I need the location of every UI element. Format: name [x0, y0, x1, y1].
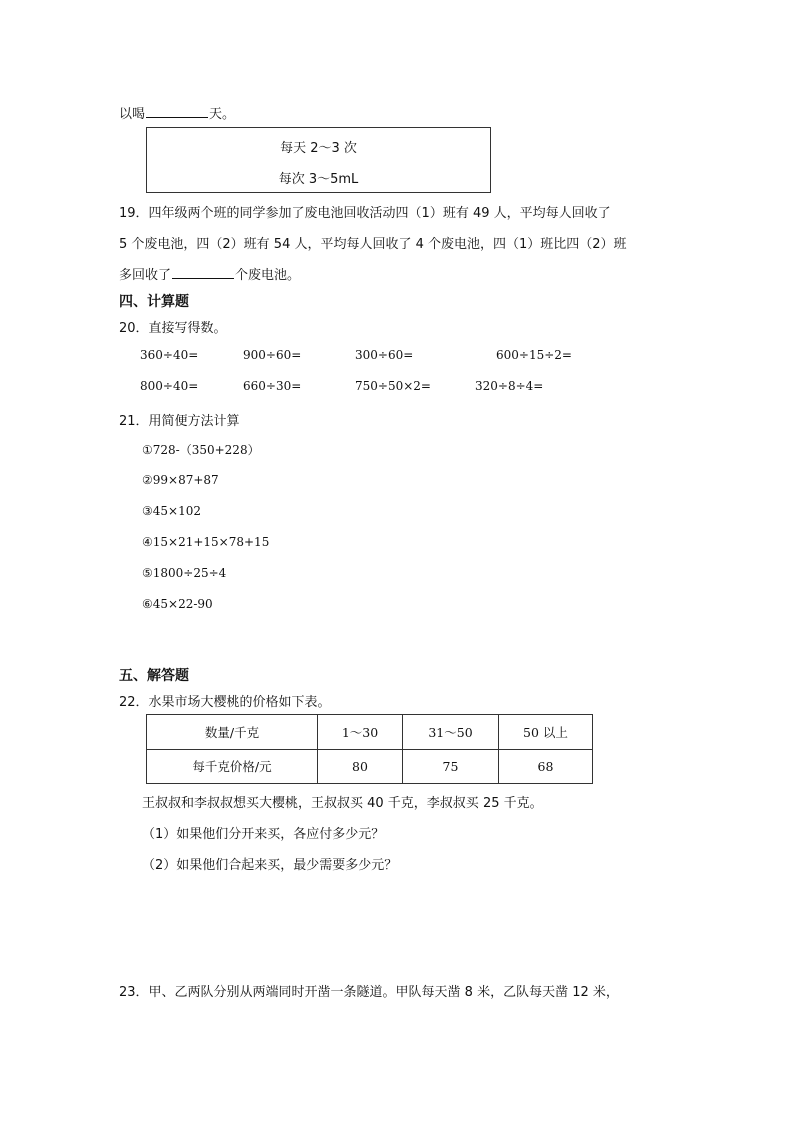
q21-title: 21．用简便方法计算 [119, 414, 240, 429]
q22-title: 22．水果市场大樱桃的价格如下表。 [119, 695, 331, 710]
simplify-item: ⑤1800÷25÷4 [142, 566, 227, 580]
answer-blank[interactable] [172, 266, 234, 279]
table-cell: 31～50 [403, 715, 499, 750]
q22-sub-1: （1）如果他们分开来买，各应付多少元？ [142, 827, 385, 842]
q19-prefix: 多回收了 [119, 268, 172, 283]
table-cell: 数量/千克 [147, 715, 318, 750]
dosage-line-1: 每天 2～3 次 [280, 141, 357, 156]
q22-sub-2: （2）如果他们合起来买，最少需要多少元？ [142, 858, 398, 873]
answer-blank[interactable] [146, 105, 208, 118]
simplify-item: ③45×102 [142, 504, 201, 518]
simplify-item: ⑥45×22-90 [142, 597, 213, 611]
table-cell: 每千克价格/元 [147, 749, 318, 784]
calc-item: 360÷40= [140, 348, 199, 362]
table-cell: 68 [499, 749, 593, 784]
calc-item: 750÷50×2= [355, 379, 431, 393]
calc-item: 800÷40= [140, 379, 199, 393]
table-cell: 1～30 [318, 715, 403, 750]
section-4-title: 四、计算题 [119, 294, 189, 310]
q18-tail [119, 103, 235, 122]
calc-item: 320÷8÷4= [475, 379, 544, 393]
q20-title: 20．直接写得数。 [119, 321, 227, 336]
simplify-item: ①728-（350+228） [142, 443, 260, 457]
q23-line-1: 23．甲、乙两队分别从两端同时开凿一条隧道。甲队每天凿 8 米，乙队每天凿 12 米， [119, 985, 619, 1000]
q19-line-3 [119, 264, 300, 283]
q19-line-2: 5 个废电池，四（2）班有 54 人，平均每人回收了 4 个废电池，四（1）班比四（2）班 [119, 237, 627, 252]
table-cell: 80 [318, 749, 403, 784]
table-cell: 75 [403, 749, 499, 784]
q18-suffix: 天。 [209, 107, 236, 122]
calc-item: 300÷60= [355, 348, 414, 362]
section-5-title: 五、解答题 [119, 668, 189, 684]
table-row [147, 715, 593, 750]
dosage-line-2: 每次 3～5mL [278, 172, 359, 187]
q19-suffix: 个废电池。 [235, 268, 301, 283]
table-row [147, 749, 593, 784]
dosage-box [146, 127, 491, 193]
simplify-item: ④15×21+15×78+15 [142, 535, 270, 549]
price-table [146, 714, 593, 784]
calc-item: 900÷60= [243, 348, 302, 362]
simplify-item: ②99×87+87 [142, 473, 219, 487]
table-cell: 50 以上 [499, 715, 593, 750]
q19-line-1: 19．四年级两个班的同学参加了废电池回收活动四（1）班有 49 人，平均每人回收了 [119, 206, 611, 221]
q22-description: 王叔叔和李叔叔想买大樱桃，王叔叔买 40 千克，李叔叔买 25 千克。 [142, 796, 543, 811]
calc-item: 600÷15÷2= [496, 348, 572, 362]
calc-item: 660÷30= [243, 379, 302, 393]
q18-prefix: 以喝 [119, 107, 146, 122]
